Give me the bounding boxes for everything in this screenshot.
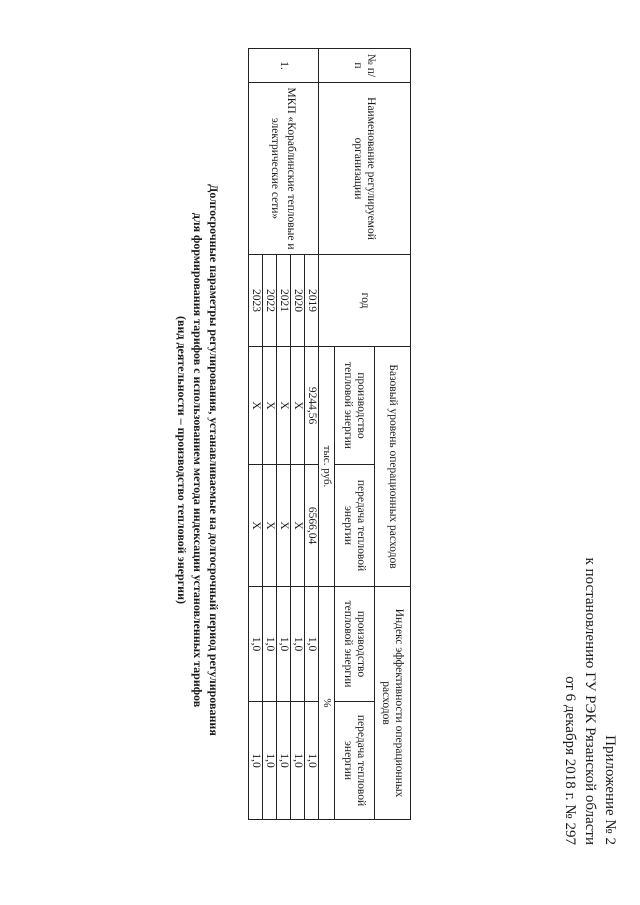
cell-base-transmission: 6566,04 <box>305 465 319 587</box>
cell-eff-production: 1,0 <box>249 587 263 702</box>
cell-base-production: X <box>277 347 291 465</box>
resolution-reference: к постановлению ГУ РЭК Рязанской области <box>582 557 598 845</box>
cell-year: 2019 <box>305 255 319 347</box>
resolution-date: от 6 декабря 2018 г. № 297 <box>562 676 578 845</box>
cell-base-transmission: X <box>291 465 305 587</box>
cell-eff-production: 1,0 <box>277 587 291 702</box>
unit-efficiency: % <box>319 587 335 820</box>
table-row <box>305 49 319 820</box>
cell-base-production: 9244,56 <box>305 347 319 465</box>
parameters-table <box>248 48 411 820</box>
cell-eff-transmission: 1,0 <box>277 702 291 820</box>
appendix-header <box>560 558 620 845</box>
header-eff-production: производство тепловой энергии <box>335 587 375 702</box>
cell-year: 2020 <box>291 255 305 347</box>
title-line-3: (вид деятельности – производство тепловой энергии) <box>175 315 189 605</box>
cell-base-transmission: X <box>263 465 277 587</box>
cell-eff-production: 1,0 <box>291 587 305 702</box>
cell-eff-production: 1,0 <box>263 587 277 702</box>
title-line-2: для формирования тарифов с использованием метода индексации установленных тарифов <box>191 212 205 708</box>
header-efficiency-index: Индекс эффективности операционных расходов <box>375 587 411 820</box>
header-eff-transmission: передача тепловой энергии <box>335 702 375 820</box>
document-title <box>174 120 222 800</box>
appendix-number: Приложение № 2 <box>602 735 618 845</box>
unit-base-level: тыс. руб. <box>319 347 335 587</box>
organization-name: МКП «Кораблинские тепловые и электрические сети» <box>249 83 319 255</box>
header-organization: Наименование регулируемой организации <box>319 83 411 255</box>
cell-base-transmission: X <box>277 465 291 587</box>
title-line-1: Долгосрочные параметры регулирования, устанавливаемые на долгосрочный период регулирования <box>207 184 221 736</box>
cell-eff-transmission: 1,0 <box>291 702 305 820</box>
cell-year: 2022 <box>263 255 277 347</box>
header-base-production: производство тепловой энергии <box>335 347 375 465</box>
cell-eff-transmission: 1,0 <box>263 702 277 820</box>
header-number: № п/п <box>319 49 411 83</box>
cell-eff-production: 1,0 <box>305 587 319 702</box>
header-year: год <box>319 255 411 347</box>
cell-eff-transmission: 1,0 <box>249 702 263 820</box>
table-header-row <box>375 49 411 820</box>
cell-base-production: X <box>249 347 263 465</box>
cell-year: 2023 <box>249 255 263 347</box>
header-base-transmission: передача тепловой энергии <box>335 465 375 587</box>
cell-base-production: X <box>291 347 305 465</box>
cell-base-production: X <box>263 347 277 465</box>
cell-eff-transmission: 1,0 <box>305 702 319 820</box>
header-base-level: Базовый уровень операционных расходов <box>375 347 411 587</box>
cell-base-transmission: X <box>249 465 263 587</box>
cell-year: 2021 <box>277 255 291 347</box>
organization-number: 1. <box>249 49 319 83</box>
